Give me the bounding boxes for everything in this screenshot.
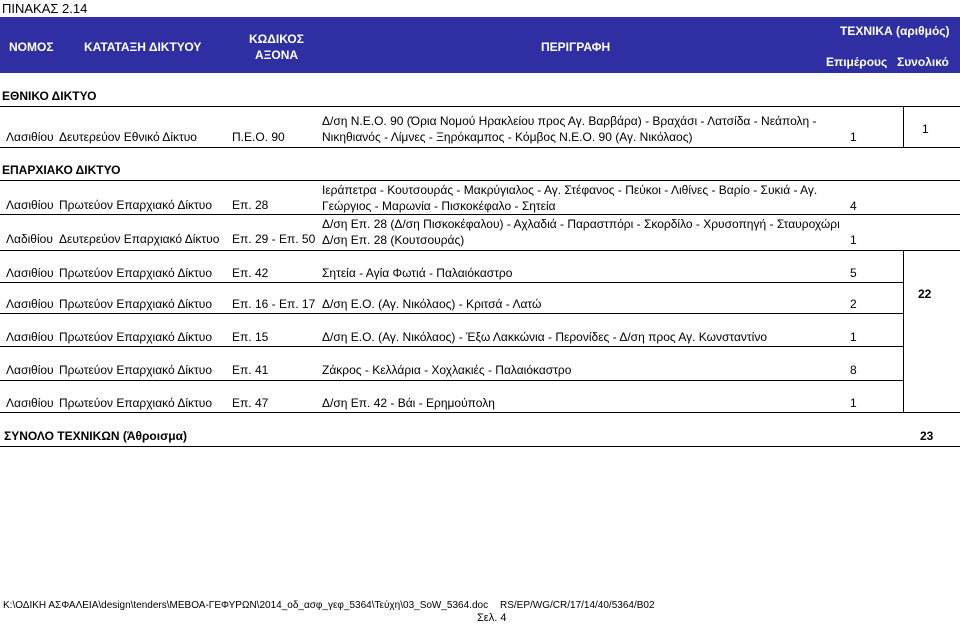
header-nomos: ΝΟΜΟΣ	[9, 40, 54, 54]
row-6-count: 1	[850, 330, 857, 344]
row-2-desc-line1: Ιεράπετρα - Κουτσουράς - Μακρύγιαλος - Αγ. Στέφανος - Πεύκοι - Λιθίνες - Βαρίο - Συκιά - Αγ.	[322, 183, 818, 197]
row-7-code: Επ. 41	[232, 363, 269, 377]
row-4-desc: Σητεία - Αγία Φωτιά - Παλαιόκαστρο	[322, 266, 513, 280]
row-1-count: 1	[850, 130, 857, 144]
divider	[0, 147, 960, 148]
row-8-nomos: Λασιθίου	[6, 396, 54, 410]
row-4-count: 5	[850, 266, 857, 280]
row-4-kataxi: Πρωτεύον Επαρχιακό Δίκτυο	[59, 266, 212, 280]
row-2-kataxi: Πρωτεύον Επαρχιακό Δίκτυο	[59, 198, 212, 212]
header-axona: ΑΞΟΝΑ	[255, 48, 299, 62]
row-7-kataxi: Πρωτεύον Επαρχιακό Δίκτυο	[59, 363, 212, 377]
row-5-nomos: Λασιθίου	[6, 297, 54, 311]
divider	[0, 180, 960, 181]
footer-ref: RS/EP/WG/CR/17/14/40/5364/B02	[500, 600, 655, 611]
total-ethniko: 1	[922, 122, 929, 136]
row-2-nomos: Λασιθίου	[6, 198, 54, 212]
divider	[0, 282, 903, 283]
row-5-count: 2	[850, 297, 857, 311]
header-kataxi: ΚΑΤΑΤΑΞΗ ΔΙΚΤΥΟΥ	[84, 40, 202, 54]
row-8-kataxi: Πρωτεύον Επαρχιακό Δίκτυο	[59, 396, 212, 410]
row-5-desc: Δ/ση Ε.Ο. (Αγ. Νικόλαος) - Κριτσά - Λατώ	[322, 297, 542, 311]
row-7-desc: Ζάκρος - Κελλάρια - Χοχλακιές - Παλαιόκαστρο	[322, 363, 572, 377]
section-eparxiako: ΕΠΑΡΧΙΑΚΟ ΔΙΚΤΥΟ	[2, 163, 121, 177]
row-8-count: 1	[850, 396, 857, 410]
total-eparxiako: 22	[918, 287, 932, 301]
row-1-kataxi: Δευτερεύον Εθνικό Δίκτυο	[59, 130, 197, 144]
row-3-desc-line2: Δ/ση Επ. 28 (Κουτσουράς)	[322, 233, 465, 247]
divider	[903, 106, 904, 148]
divider	[0, 346, 903, 347]
row-4-nomos: Λασιθίου	[6, 266, 54, 280]
row-7-count: 8	[850, 363, 857, 377]
row-1-desc-line1: Δ/ση Ν.Ε.Ο. 90 (Όρια Νομού Ηρακλείου προς Αγ. Βαρβάρα) - Βραχάσι - Λατσίδα - Νεάπολη -	[322, 114, 817, 128]
row-2-count: 4	[850, 199, 857, 213]
row-3-nomos: Λαδιθίου	[6, 232, 53, 246]
divider	[0, 313, 903, 314]
row-6-nomos: Λασιθίου	[6, 330, 54, 344]
table-header	[0, 17, 960, 73]
divider	[0, 250, 960, 251]
header-kodikos: ΚΩΔΙΚΟΣ	[249, 32, 304, 46]
row-6-kataxi: Πρωτεύον Επαρχιακό Δίκτυο	[59, 330, 212, 344]
header-synoliko: Συνολικό	[897, 55, 949, 69]
row-3-desc-line1: Δ/ση Επ. 28 (Δ/ση Πισκοκέφαλου) - Αχλαδιά - Παραστπόρι - Σκορδίλο - Χρυσοπηγή - Σταυροχώρι	[322, 217, 840, 231]
row-5-code: Επ. 16 - Επ. 17	[232, 297, 316, 311]
row-6-desc: Δ/ση Ε.Ο. (Αγ. Νικόλαος) - Έξω Λακκώνια - Περονίδες - Δ/ση προς Αγ. Κωνσταντίνο	[322, 330, 767, 344]
footer-path: K:\ΟΔΙΚΗ ΑΣΦΑΛΕΙΑ\design\tenders\ΜΕΒΟΑ-ΓΕΦΥΡΩΝ\2014_οδ_ασφ_γεφ_5364\Τεύχη\03_SoW_5364.doc	[3, 600, 489, 611]
footer-page: Σελ. 4	[477, 612, 507, 624]
row-1-nomos: Λασιθίου	[6, 130, 54, 144]
divider	[903, 250, 904, 413]
divider	[0, 412, 960, 413]
row-3-code: Επ. 29 - Επ. 50	[232, 232, 316, 246]
section-ethniko: ΕΘΝΙΚΟ ΔΙΚΤΥΟ	[2, 89, 97, 103]
row-2-desc-line2: Γεώργιος - Μαρωνία - Πισκοκέφαλο - Σητεία	[322, 199, 556, 213]
table-label: ΠΙΝΑΚΑΣ 2.14	[2, 1, 88, 16]
row-3-kataxi: Δευτερεύον Επαρχιακό Δίκτυο	[59, 232, 220, 246]
row-8-code: Επ. 47	[232, 396, 269, 410]
row-2-code: Επ. 28	[232, 198, 269, 212]
total-value: 23	[920, 429, 934, 443]
row-7-nomos: Λασιθίου	[6, 363, 54, 377]
total-label: ΣΥΝΟΛΟ ΤΕΧΝΙΚΩΝ (Άθροισμα)	[4, 429, 188, 443]
header-epimerous: Επιμέρους	[826, 55, 888, 69]
header-perigrafi: ΠΕΡΙΓΡΑΦΗ	[541, 40, 611, 54]
row-6-code: Επ. 15	[232, 330, 269, 344]
divider	[0, 214, 960, 215]
divider	[0, 106, 960, 107]
row-4-code: Επ. 42	[232, 266, 269, 280]
row-8-desc: Δ/ση Επ. 42 - Βάι - Ερημούπολη	[322, 396, 495, 410]
row-1-code: Π.Ε.Ο. 90	[232, 130, 285, 144]
row-5-kataxi: Πρωτεύον Επαρχιακό Δίκτυο	[59, 297, 212, 311]
divider	[0, 446, 960, 447]
divider	[0, 380, 903, 381]
header-texnika: ΤΕΧΝΙΚΑ (αριθμός)	[840, 24, 950, 38]
row-1-desc-line2: Νικηθιανός - Λίμνες - Ξηρόκαμπος - Κόμβος Ν.Ε.Ο. 90 (Αγ. Νικόλαος)	[322, 130, 693, 144]
row-3-count: 1	[850, 233, 857, 247]
